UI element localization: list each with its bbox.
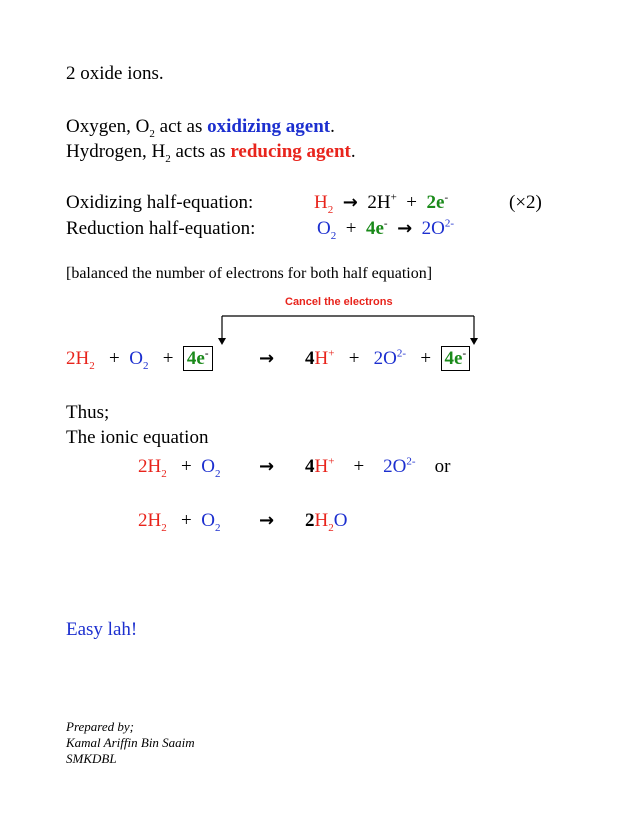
ion1-2o-sup: 2- xyxy=(406,455,416,468)
hydrogen-end: . xyxy=(350,141,356,162)
plus-sign: + xyxy=(162,348,174,369)
ion2-o2-sub: 2 xyxy=(214,521,221,534)
comb-e-right-sup: - xyxy=(462,347,467,360)
comb-h-sup: + xyxy=(328,347,335,360)
red-4e: 4e xyxy=(365,218,384,239)
ion2-water-h: H xyxy=(314,510,329,531)
cancel-label: Cancel the electrons xyxy=(285,296,393,308)
intro-text: 2 oxide ions. xyxy=(66,63,164,84)
comb-e-left-sup: - xyxy=(204,347,209,360)
ion2-h2: 2H xyxy=(138,510,162,531)
ox-h-sub: 2 xyxy=(327,203,334,216)
ox-2h: 2H xyxy=(367,192,391,213)
red-e-sup: - xyxy=(383,217,388,230)
ionic-eq2-arrow xyxy=(259,511,274,530)
ionic-eq1-reactants xyxy=(138,456,221,480)
ionic-eq2-reactants xyxy=(138,510,221,534)
ionic-eq1-arrow xyxy=(259,457,274,476)
school-name: SMKDBL xyxy=(66,751,117,766)
ion2-water-o: O xyxy=(333,510,348,531)
arrow-icon: → xyxy=(342,192,358,213)
prepared-by: Prepared by; xyxy=(66,719,134,734)
ionic-label: The ionic equation xyxy=(66,427,209,448)
comb-arrow xyxy=(259,349,274,368)
red-o: O xyxy=(317,218,331,239)
comb-o2: O xyxy=(129,348,143,369)
plus-sign: + xyxy=(180,456,192,477)
or-text: or xyxy=(434,456,451,477)
reduction-label: Reduction half-equation: xyxy=(66,218,256,239)
comb-h2-sub: 2 xyxy=(89,359,95,372)
oxidizing-label: Oxidizing half-equation: xyxy=(66,192,254,213)
ion2-water-num: 2 xyxy=(305,510,315,531)
ox-h: H xyxy=(314,192,328,213)
comb-e-left-box xyxy=(183,346,213,371)
ion1-h2: 2H xyxy=(138,456,162,477)
oxygen-role-line xyxy=(66,116,335,140)
hydrogen-role-line xyxy=(66,141,356,165)
plus-sign: + xyxy=(420,348,432,369)
arrow-icon: → xyxy=(259,510,275,531)
hydrogen-mid: acts as xyxy=(170,141,231,162)
ion1-h-sup: + xyxy=(328,455,335,468)
arrow-icon: → xyxy=(259,348,275,369)
ox-2h-sup: + xyxy=(390,191,397,204)
comb-h4-num: 4 xyxy=(305,348,315,369)
oxygen-prefix: Oxygen, O xyxy=(66,116,150,137)
ion2-water-sub: 2 xyxy=(328,521,334,534)
balance-note: [balanced the number of electrons for both half equation] xyxy=(66,265,433,282)
oxidizing-agent-label: oxidizing agent xyxy=(207,116,331,137)
oxygen-end: . xyxy=(330,116,335,137)
oxygen-mid: act as xyxy=(154,116,208,137)
plus-sign: + xyxy=(345,218,357,239)
comb-h2: 2H xyxy=(66,348,90,369)
comb-h4: H xyxy=(314,348,329,369)
red-2o-sup: 2- xyxy=(444,217,455,230)
plus-sign: + xyxy=(108,348,120,369)
red-2o: 2O xyxy=(421,218,445,239)
comb-e-right: 4e xyxy=(444,348,463,369)
author-name: Kamal Ariffin Bin Saaim xyxy=(66,735,195,750)
ionic-eq1-products xyxy=(305,457,450,476)
reduction-equation xyxy=(317,217,455,242)
ionic-eq2-products xyxy=(305,510,348,534)
plus-sign: + xyxy=(353,456,365,477)
red-o-sub: 2 xyxy=(330,229,337,242)
ion1-o2-sub: 2 xyxy=(214,467,221,480)
comb-2o-sup: 2- xyxy=(396,347,407,360)
ox-e-sup: - xyxy=(444,191,449,204)
arrow-icon: → xyxy=(259,456,275,477)
comb-e-left: 4e xyxy=(186,348,205,369)
thus-text: Thus; xyxy=(66,402,110,423)
ion1-h4: H xyxy=(314,456,329,477)
comb-2o: 2O xyxy=(373,348,397,369)
closing-text: Easy lah! xyxy=(66,619,138,640)
ion1-h2-sub: 2 xyxy=(161,467,167,480)
comb-o2-sub: 2 xyxy=(142,359,149,372)
ion2-h2-sub: 2 xyxy=(161,521,167,534)
arrow-icon: → xyxy=(397,218,413,239)
hydrogen-sub: 2 xyxy=(165,152,171,165)
combined-products xyxy=(305,349,470,368)
plus-sign: + xyxy=(180,510,192,531)
reducing-agent-label: reducing agent xyxy=(230,141,351,162)
oxidizing-equation xyxy=(314,191,449,216)
oxygen-sub: 2 xyxy=(149,127,155,140)
ion1-o2: O xyxy=(201,456,215,477)
ion1-h4-num: 4 xyxy=(305,456,315,477)
plus-sign: + xyxy=(406,192,417,213)
ion1-2o: 2O xyxy=(383,456,407,477)
plus-sign: + xyxy=(348,348,360,369)
comb-e-right-box xyxy=(441,346,471,371)
combined-equation xyxy=(66,347,213,372)
ox-multiplier: (×2) xyxy=(509,192,542,213)
hydrogen-prefix: Hydrogen, H xyxy=(66,141,166,162)
ox-2e: 2e xyxy=(426,192,445,213)
ion2-o2: O xyxy=(201,510,215,531)
